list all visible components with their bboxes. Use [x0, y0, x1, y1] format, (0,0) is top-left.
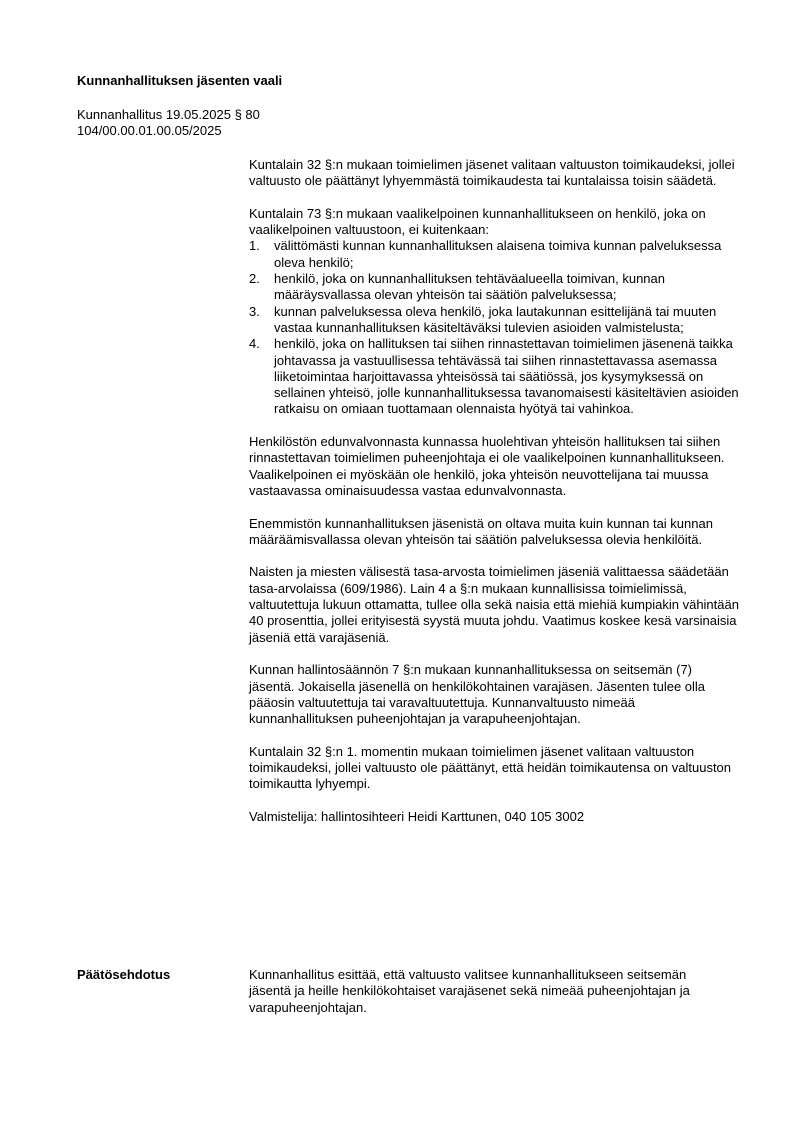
list-item: [249, 304, 739, 337]
meeting-meta: [77, 107, 260, 140]
paragraph-administrative-rules: Kunnan hallintosäännön 7 §:n mukaan kunnanhallituksessa on seitsemän (7) jäsentä. Jokaisella jäsenellä on henkilökohtainen varajäsen. Jäsenten tulee olla pääosin valtuutettuja tai varavaltuutettuja. Kunnanvaltuusto nimeää kunnanhallituksen puheenjohtajan ja varapuheenjohtajan.: [249, 662, 706, 727]
list-item-text: välittömästi kunnan kunnanhallituksen alaisena toimiva kunnan palveluksessa oleva henkilö;: [274, 238, 722, 270]
paragraph-gender-equality: Naisten ja miesten välisestä tasa-arvosta toimielimen jäseniä valittaessa säädetään tasa-arvolaissa (609/1986). Lain 4 a §:n mukaan kunnallisissa toimielimissä, valtuutettuja lukuun ottamatta, tullee olla sekä naisia että miehiä kumpiakin vähintään 40 prosenttia, jollei erityisestä syystä muuta johdu. Vaatimus koskee kesä varsinaisia jäseniä että varajäseniä.: [249, 564, 739, 645]
proposal-text: Kunnanhallitus esittää, että valtuusto valitsee kunnanhallitukseen seitsemän jäsentä ja heille henkilökohtaiset varajäsenet sekä nimeää puheenjohtajan ja varapuheenjohtajan.: [249, 967, 690, 1015]
paragraph-eligibility-intro: Kuntalain 73 §:n mukaan vaalikelpoinen kunnanhallitukseen on henkilö, joka on vaalikelpoinen valtuustoon, ei kuitenkaan:: [249, 205, 706, 238]
list-item: [249, 336, 739, 417]
paragraph-union-representation: Henkilöstön edunvalvonnasta kunnassa huolehtivan yhteisön hallituksen tai siihen rinnastettavan toimielimen puheenjohtaja ei ole vaalikelpoinen kunnanhallitukseen. Vaalikelpoinen ei myöskään ole henkilö, joka yhteisön neuvottelijana tai muussa vastaavassa ominaisuudessa vastaa edunvalvonnasta.: [249, 434, 725, 498]
list-item-number: 3.: [249, 303, 260, 319]
list-item-number: 2.: [249, 271, 260, 287]
list-item: [249, 271, 739, 304]
meeting-line: Kunnanhallitus 19.05.2025 § 80: [77, 107, 260, 122]
list-item-text: henkilö, joka on kunnanhallituksen tehtäväalueella toimivan, kunnan määräysvallassa olevan yhteisön tai säätiön palveluksessa;: [274, 271, 665, 303]
proposal-label: Päätösehdotus: [77, 967, 171, 982]
document-title: Kunnanhallituksen jäsenten vaali: [77, 73, 283, 88]
preparer-line: Valmistelija: hallintosihteeri Heidi Karttunen, 040 105 3002: [249, 808, 585, 824]
eligibility-list: [249, 238, 739, 417]
list-item-number: 4.: [249, 336, 260, 352]
paragraph-majority-rule: Enemmistön kunnanhallituksen jäsenistä on oltava muita kuin kunnan tai kunnan määräämisvallassa olevan yhteisön tai säätiön palveluksessa olevia henkilöitä.: [249, 515, 713, 547]
record-number: 104/00.00.01.00.05/2025: [77, 123, 222, 139]
list-item-text: kunnan palveluksessa oleva henkilö, joka lautakunnan esittelijänä tai muuten vastaa kunnanhallituksen käsiteltäväksi tulevien asioiden valmistelusta;: [274, 303, 717, 335]
list-item-text: henkilö, joka on hallituksen tai siihen rinnastettavan toimielimen jäsenenä taikka johtavassa ja vastuullisessa tehtävässä tai siihen rinnastettavassa asemassa liiketoimintaa harjoittavassa yhteisössä tai säätiössä, jos kysymyksessä on sellainen yhteisö, jolle kunnanhallituksessa tavanomaisesti käsiteltävien asioiden ratkaisu on omiaan tuottamaan olennaista hyötyä tai vahinkoa.: [274, 336, 739, 417]
document-body: [249, 157, 739, 841]
list-item-number: 1.: [249, 238, 260, 254]
list-item: [249, 238, 739, 271]
paragraph-term-of-office: Kuntalain 32 §:n mukaan toimielimen jäsenet valitaan valtuuston toimikaudeksi, jollei valtuusto ole päättänyt lyhyemmästä toimikaudesta tai kuntalaissa toisin säädetä.: [249, 157, 735, 189]
paragraph-term-length: Kuntalain 32 §:n 1. momentin mukaan toimielimen jäsenet valitaan valtuuston toimikaudeksi, jollei valtuusto ole päättänyt, että heidän toimikautensa on valtuuston toimikautta lyhyempi.: [249, 743, 732, 792]
